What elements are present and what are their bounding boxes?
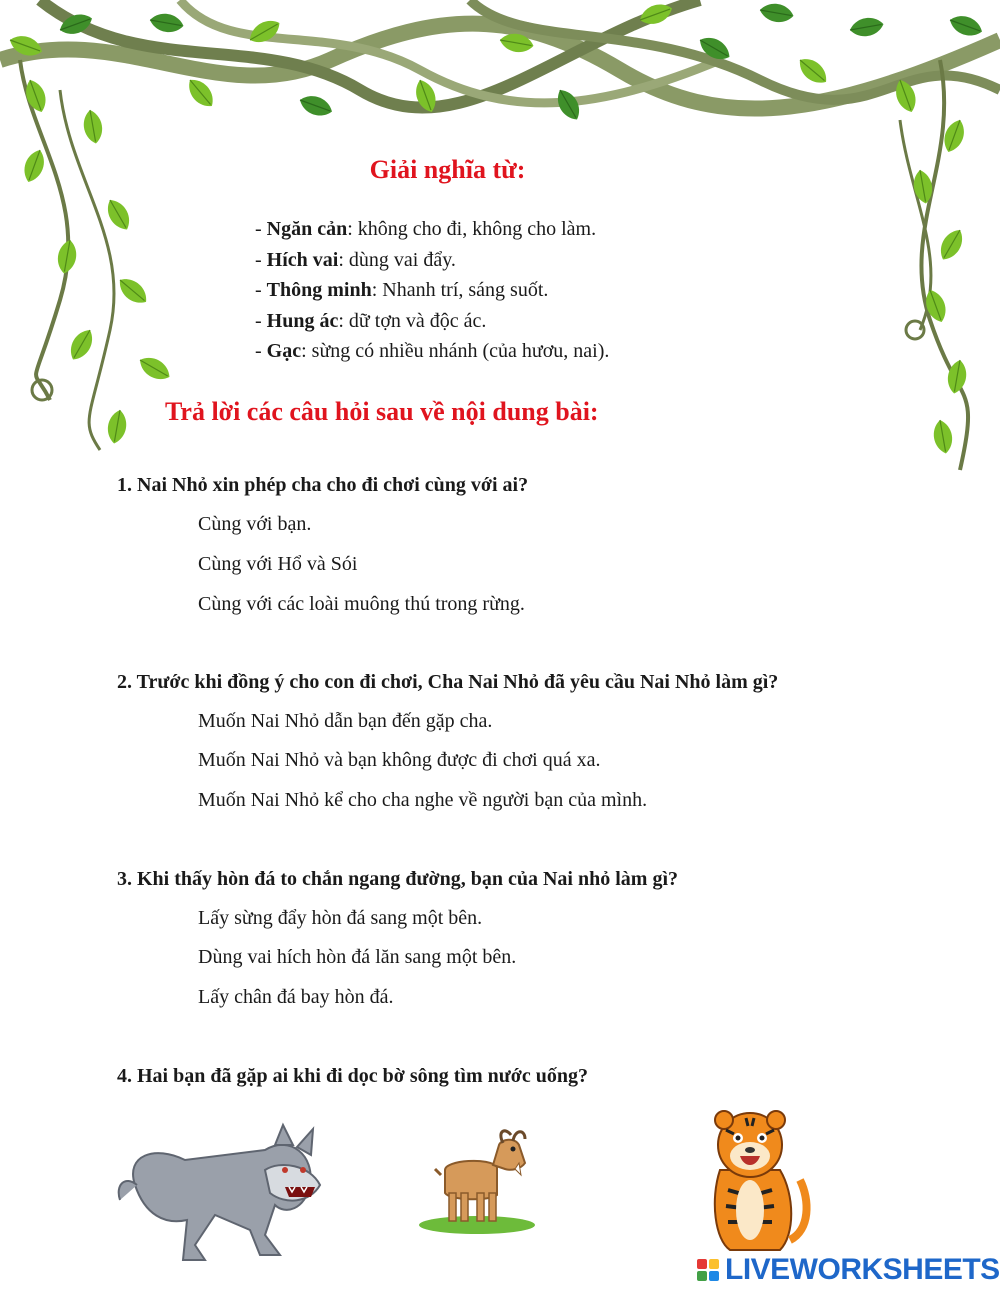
glossary-item: - Hích vai: dùng vai đẩy. <box>255 248 456 271</box>
question-2-text: 2. Trước khi đồng ý cho con đi chơi, Cha Nai Nhỏ đã yêu cầu Nai Nhỏ làm gì? <box>117 671 779 693</box>
question-3-option-1[interactable]: Lấy sừng đẩy hòn đá sang một bên. <box>198 907 483 929</box>
liveworksheets-logo <box>697 1253 1000 1287</box>
glossary-term: Thông minh <box>266 279 372 301</box>
section-title: Trả lời các câu hỏi sau về nội dung bài: <box>165 397 599 426</box>
question-1-text: 1. Nai Nhỏ xin phép cha cho đi chơi cùng với ai? <box>117 474 529 496</box>
question-2-option-2[interactable]: Muốn Nai Nhỏ và bạn không được đi chơi quá xa. <box>198 749 601 771</box>
tiger-image-option[interactable] <box>680 1110 820 1260</box>
question-3-option-2[interactable]: Dùng vai hích hòn đá lăn sang một bên. <box>198 946 517 968</box>
glossary-item: - Ngăn cản: không cho đi, không cho làm. <box>255 218 597 240</box>
glossary-item: - Gạc: sừng có nhiều nhánh (của hươu, nai). <box>255 340 610 362</box>
glossary-definition: : sừng có nhiều nhánh (của hươu, nai). <box>301 340 610 362</box>
question-3-text: 3. Khi thấy hòn đá to chắn ngang đường, bạn của Nai nhỏ làm gì? <box>117 868 679 890</box>
logo-blocks-icon <box>697 1259 719 1281</box>
glossary-definition: : không cho đi, không cho làm. <box>347 218 597 240</box>
question-4-text: 4. Hai bạn đã gặp ai khi đi dọc bờ sông tìm nước uống? <box>117 1065 588 1087</box>
glossary-item: - Hung ác: dữ tợn và độc ác. <box>255 309 487 332</box>
glossary-item: - Thông minh: Nhanh trí, sáng suốt. <box>255 279 549 301</box>
glossary-term: Hích vai <box>266 248 339 271</box>
goat-image-option[interactable] <box>415 1125 540 1235</box>
glossary-term: Hung ác <box>266 309 339 332</box>
glossary-term: Gạc <box>266 340 302 362</box>
glossary-definition: : dữ tợn và độc ác. <box>338 309 487 332</box>
glossary-term: Ngăn cản <box>266 218 348 240</box>
question-1-option-1[interactable]: Cùng với bạn. <box>198 513 312 535</box>
glossary-definition: : dùng vai đẩy. <box>338 248 456 271</box>
glossary-list <box>255 214 609 367</box>
logo-text: LIVEWORKSHEETS <box>725 1253 1000 1286</box>
glossary-definition: : Nhanh trí, sáng suốt. <box>371 279 549 301</box>
question-1-option-2[interactable]: Cùng với Hổ và Sói <box>198 553 358 575</box>
question-2-option-1[interactable]: Muốn Nai Nhỏ dẫn bạn đến gặp cha. <box>198 710 493 732</box>
question-3-option-3[interactable]: Lấy chân đá bay hòn đá. <box>198 986 394 1008</box>
question-1-option-3[interactable]: Cùng với các loài muông thú trong rừng. <box>198 593 525 615</box>
wolf-image-option[interactable] <box>115 1115 330 1265</box>
question-2-option-3[interactable]: Muốn Nai Nhỏ kể cho cha nghe về người bạn của mình. <box>198 789 648 811</box>
glossary-title: Giải nghĩa từ: <box>369 155 526 184</box>
